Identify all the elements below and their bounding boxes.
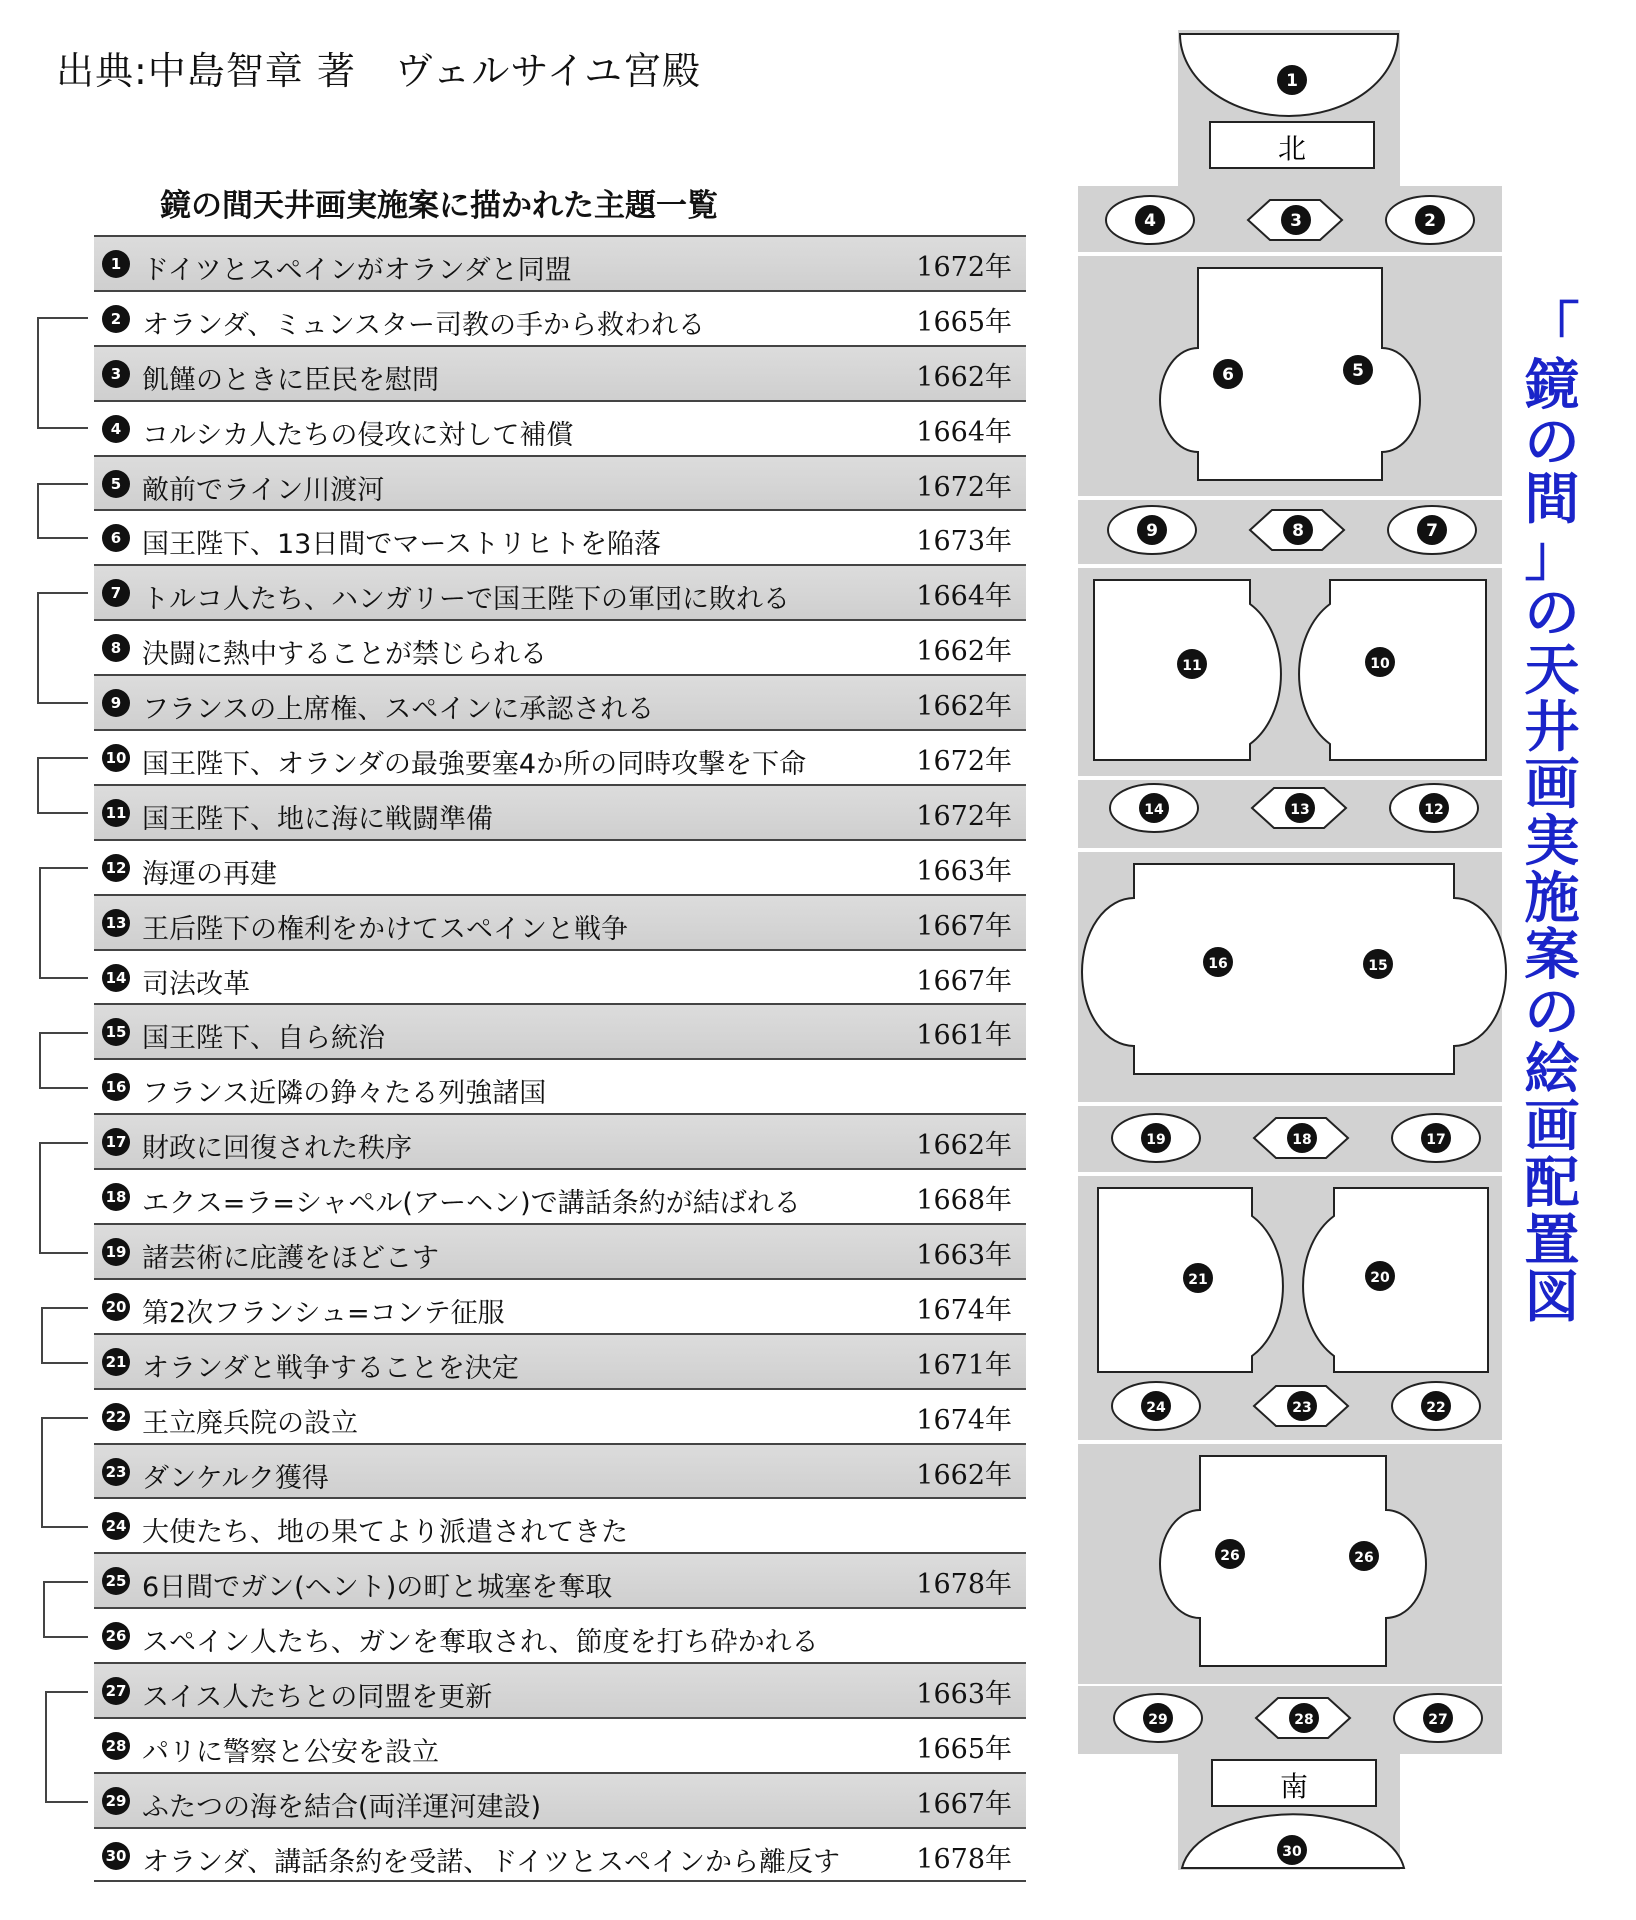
item-number-badge: 19	[102, 1238, 130, 1266]
diagram-badge-label: 14	[1144, 802, 1164, 818]
diagram-badge-label: 5	[1352, 361, 1364, 381]
item-number-badge: 30	[102, 1842, 130, 1870]
vertical-title	[1520, 296, 1584, 1329]
item-year: 1663年	[916, 855, 1012, 887]
item-title: パリに警察と公安を設立	[142, 1737, 439, 1769]
diagram-badge-label: 2	[1424, 211, 1436, 231]
diagram-badge-label: 26	[1220, 1548, 1240, 1564]
item-number-badge: 18	[102, 1183, 130, 1211]
item-number-badge: 4	[102, 415, 130, 443]
item-year: 1663年	[916, 1240, 1012, 1272]
vertical-title-char: 井	[1524, 695, 1580, 759]
list-item	[94, 1168, 1026, 1223]
list-item	[94, 619, 1026, 674]
diagram-badge-label: 28	[1294, 1712, 1314, 1728]
item-title: 王后陛下の権利をかけてスペインと戦争	[142, 913, 628, 945]
item-title: オランダ、ミュンスター司教の手から救われる	[142, 309, 705, 341]
bracket-5-6	[38, 484, 88, 538]
list-item	[94, 729, 1026, 784]
list-item	[94, 949, 1026, 1004]
diagram-badge-label: 29	[1148, 1712, 1168, 1728]
diagram-badge-label: 1	[1286, 71, 1298, 91]
item-year: 1665年	[916, 306, 1012, 338]
diagram-badge-label: 24	[1146, 1400, 1166, 1416]
list-item	[94, 894, 1026, 949]
item-title: ふたつの海を結合(両洋運河建設)	[142, 1791, 542, 1823]
diagram-badge-label: 23	[1292, 1400, 1312, 1416]
diagram-badge-label: 21	[1188, 1272, 1208, 1288]
list-item	[94, 1388, 1026, 1443]
item-year: 1664年	[916, 581, 1012, 613]
list-item	[94, 345, 1026, 400]
item-number-badge: 27	[102, 1677, 130, 1705]
item-number-badge: 15	[102, 1018, 130, 1046]
item-title: 飢饉のときに臣民を慰問	[142, 364, 439, 396]
diagram-badge-label: 8	[1292, 521, 1304, 541]
list-item	[94, 1552, 1026, 1607]
item-number-badge: 17	[102, 1128, 130, 1156]
vertical-title-char: 画	[1524, 752, 1580, 816]
list-item	[94, 784, 1026, 839]
item-title: エクス=ラ=シャペル(アーヘン)で講話条約が結ばれる	[142, 1188, 801, 1220]
item-number-badge: 1	[102, 250, 130, 278]
bracket-22-24	[42, 1418, 88, 1527]
item-title: トルコ人たち、ハンガリーで国王陛下の軍団に敗れる	[142, 584, 790, 616]
list-item	[94, 839, 1026, 894]
diagram-badge-label: 7	[1426, 521, 1438, 541]
vertical-title-char: 置	[1524, 1208, 1580, 1272]
item-number-badge: 22	[102, 1403, 130, 1431]
item-title: フランス近隣の錚々たる列強諸国	[142, 1078, 547, 1110]
diagram-badge-label: 9	[1146, 521, 1158, 541]
item-title: 敵前でライン川渡河	[142, 474, 385, 506]
item-number-badge: 2	[102, 305, 130, 333]
list-item	[94, 1003, 1026, 1058]
item-title: スペイン人たち、ガンを奪取され、節度を打ち砕かれる	[142, 1627, 819, 1659]
north-label: 北	[1277, 132, 1307, 165]
item-year: 1671年	[916, 1349, 1012, 1381]
list-item	[94, 564, 1026, 619]
vertical-title-char: の	[1524, 581, 1580, 645]
group-brackets	[0, 0, 100, 1920]
item-year: 1672年	[916, 471, 1012, 503]
vertical-title-char: 」	[1524, 524, 1580, 588]
item-title: 諸芸術に庇護をほどこす	[142, 1243, 439, 1275]
list-item	[94, 1772, 1026, 1827]
bracket-17-19	[40, 1143, 88, 1253]
item-number-badge: 28	[102, 1732, 130, 1760]
item-title: 海運の再建	[142, 858, 277, 890]
bracket-10-11	[38, 758, 88, 813]
list-item	[94, 674, 1026, 729]
list-item	[94, 509, 1026, 564]
item-title: ダンケルク獲得	[142, 1462, 329, 1494]
list-item	[94, 1223, 1026, 1278]
list-item	[94, 1278, 1026, 1333]
item-number-badge: 25	[102, 1567, 130, 1595]
south-label: 南	[1279, 1770, 1309, 1803]
list-item	[94, 1333, 1026, 1388]
list-item	[94, 1717, 1026, 1772]
vertical-title-char: 間	[1524, 467, 1580, 531]
item-title: コルシカ人たちの侵攻に対して補償	[142, 419, 574, 451]
item-year: 1662年	[916, 361, 1012, 393]
item-number-badge: 9	[102, 689, 130, 717]
item-year: 1678年	[916, 1569, 1012, 1601]
list-item	[94, 1058, 1026, 1113]
item-title: 王立廃兵院の設立	[142, 1407, 358, 1439]
item-number-badge: 7	[102, 579, 130, 607]
diagram-badge-label: 10	[1370, 656, 1390, 672]
item-number-badge: 13	[102, 909, 130, 937]
item-year: 1665年	[916, 1734, 1012, 1766]
diagram-badge-label: 16	[1208, 956, 1228, 972]
item-year: 1672年	[916, 800, 1012, 832]
diagram-badge-label: 12	[1424, 802, 1444, 818]
item-year: 1662年	[916, 1130, 1012, 1162]
panel-26-26	[1160, 1456, 1426, 1666]
vertical-title-char: 実	[1524, 809, 1580, 873]
list-item	[94, 1827, 1026, 1882]
item-title: 第2次フランシュ=コンテ征服	[142, 1297, 505, 1329]
vertical-title-char: 案	[1524, 923, 1580, 987]
list-item	[94, 400, 1026, 455]
item-year: 1678年	[916, 1843, 1012, 1875]
item-number-badge: 20	[102, 1293, 130, 1321]
item-title: 司法改革	[142, 968, 250, 1000]
item-number-badge: 8	[102, 634, 130, 662]
bracket-25-26	[44, 1582, 88, 1637]
source-citation: 出典:中島智章 著 ヴェルサイユ宮殿	[56, 49, 702, 93]
item-number-badge: 6	[102, 524, 130, 552]
item-number-badge: 14	[102, 964, 130, 992]
item-title: 大使たち、地の果てより派遣されてきた	[142, 1517, 628, 1549]
item-year: 1673年	[916, 526, 1012, 558]
item-year: 1664年	[916, 416, 1012, 448]
item-number-badge: 11	[102, 799, 130, 827]
diagram-badge-label: 3	[1290, 211, 1302, 231]
item-year: 1667年	[916, 1788, 1012, 1820]
diagram-badge-label: 13	[1290, 802, 1310, 818]
diagram-badge-label: 30	[1282, 1844, 1302, 1860]
item-number-badge: 12	[102, 854, 130, 882]
item-title: フランスの上席権、スペインに承認される	[142, 694, 655, 726]
vertical-title-char: 天	[1524, 638, 1580, 702]
item-year: 1668年	[916, 1185, 1012, 1217]
vertical-title-char: の	[1524, 410, 1580, 474]
vertical-title-char: 鏡	[1524, 353, 1580, 417]
item-number-badge: 16	[102, 1073, 130, 1101]
diagram-badge-label: 19	[1146, 1132, 1166, 1148]
list-item	[94, 455, 1026, 510]
item-number-badge: 23	[102, 1458, 130, 1486]
bracket-2-4	[38, 318, 88, 428]
list-item	[94, 1607, 1026, 1662]
diagram-badge-label: 17	[1426, 1132, 1446, 1148]
list-item	[94, 1113, 1026, 1168]
diagram-badge-label: 11	[1182, 658, 1202, 674]
bracket-27-29	[46, 1692, 88, 1802]
item-title: 決闘に熱中することが禁じられる	[142, 639, 547, 671]
item-number-badge: 3	[102, 360, 130, 388]
vertical-title-char: 「	[1524, 296, 1580, 360]
list-item	[94, 1497, 1026, 1552]
item-year: 1674年	[916, 1404, 1012, 1436]
diagram-badge-label: 6	[1222, 365, 1234, 385]
item-title: ドイツとスペインがオランダと同盟	[142, 255, 572, 286]
vertical-title-char: 配	[1524, 1151, 1580, 1215]
diagram-badge-label: 22	[1426, 1400, 1446, 1416]
item-title: 国王陛下、地に海に戦闘準備	[142, 803, 493, 835]
diagram-badge-label: 26	[1354, 1550, 1374, 1566]
item-title: スイス人たちとの同盟を更新	[142, 1682, 493, 1714]
item-year: 1667年	[916, 965, 1012, 997]
panel-6-5	[1160, 268, 1420, 480]
panel-16-15	[1082, 864, 1506, 1074]
bracket-12-14	[40, 868, 88, 978]
item-year: 1667年	[916, 910, 1012, 942]
item-year: 1662年	[916, 636, 1012, 668]
list-item	[94, 1662, 1026, 1717]
diagram-badge-label: 4	[1144, 211, 1156, 231]
item-title: 国王陛下、13日間でマーストリヒトを陥落	[142, 529, 662, 561]
list-item	[94, 290, 1026, 345]
bracket-20-21	[42, 1308, 88, 1363]
vertical-title-char: 施	[1524, 866, 1580, 930]
vertical-title-char: の	[1524, 980, 1580, 1044]
vertical-title-char: 図	[1524, 1265, 1580, 1329]
item-year: 1661年	[916, 1020, 1012, 1052]
diagram-badge-label: 18	[1292, 1132, 1312, 1148]
list-title: 鏡の間天井画実施案に描かれた主題一覧	[160, 188, 718, 224]
bracket-7-9	[38, 593, 88, 703]
list-item	[94, 1443, 1026, 1498]
diagram-badge-label: 27	[1428, 1712, 1448, 1728]
item-title: オランダ、講話条約を受諾、ドイツとスペインから離反す	[142, 1846, 840, 1878]
vertical-title-char: 絵	[1524, 1037, 1580, 1101]
item-year: 1672年	[916, 252, 1012, 283]
item-number-badge: 10	[102, 744, 130, 772]
item-title: 財政に回復された秩序	[142, 1133, 412, 1165]
item-year: 1662年	[916, 691, 1012, 723]
item-number-badge: 26	[102, 1622, 130, 1650]
item-title: オランダと戦争することを決定	[142, 1352, 519, 1384]
item-title: 国王陛下、自ら統治	[142, 1023, 385, 1055]
item-number-badge: 24	[102, 1512, 130, 1540]
item-year: 1662年	[916, 1459, 1012, 1491]
item-year: 1663年	[916, 1679, 1012, 1711]
diagram-badge-label: 15	[1368, 958, 1388, 974]
item-number-badge: 29	[102, 1787, 130, 1815]
item-title: 国王陛下、オランダの最強要塞4か所の同時攻撃を下命	[142, 749, 807, 781]
theme-list	[94, 235, 1026, 1882]
diagram-badge-label: 20	[1370, 1270, 1390, 1286]
ceiling-layout-diagram	[1070, 20, 1520, 1900]
vertical-title-char: 画	[1524, 1094, 1580, 1158]
item-number-badge: 21	[102, 1348, 130, 1376]
item-year: 1674年	[916, 1294, 1012, 1326]
item-title: 6日間でガン(ヘント)の町と城塞を奪取	[142, 1572, 613, 1604]
list-item	[94, 235, 1026, 290]
item-number-badge: 5	[102, 470, 130, 498]
item-year: 1672年	[916, 746, 1012, 778]
bracket-15-16	[40, 1033, 88, 1088]
